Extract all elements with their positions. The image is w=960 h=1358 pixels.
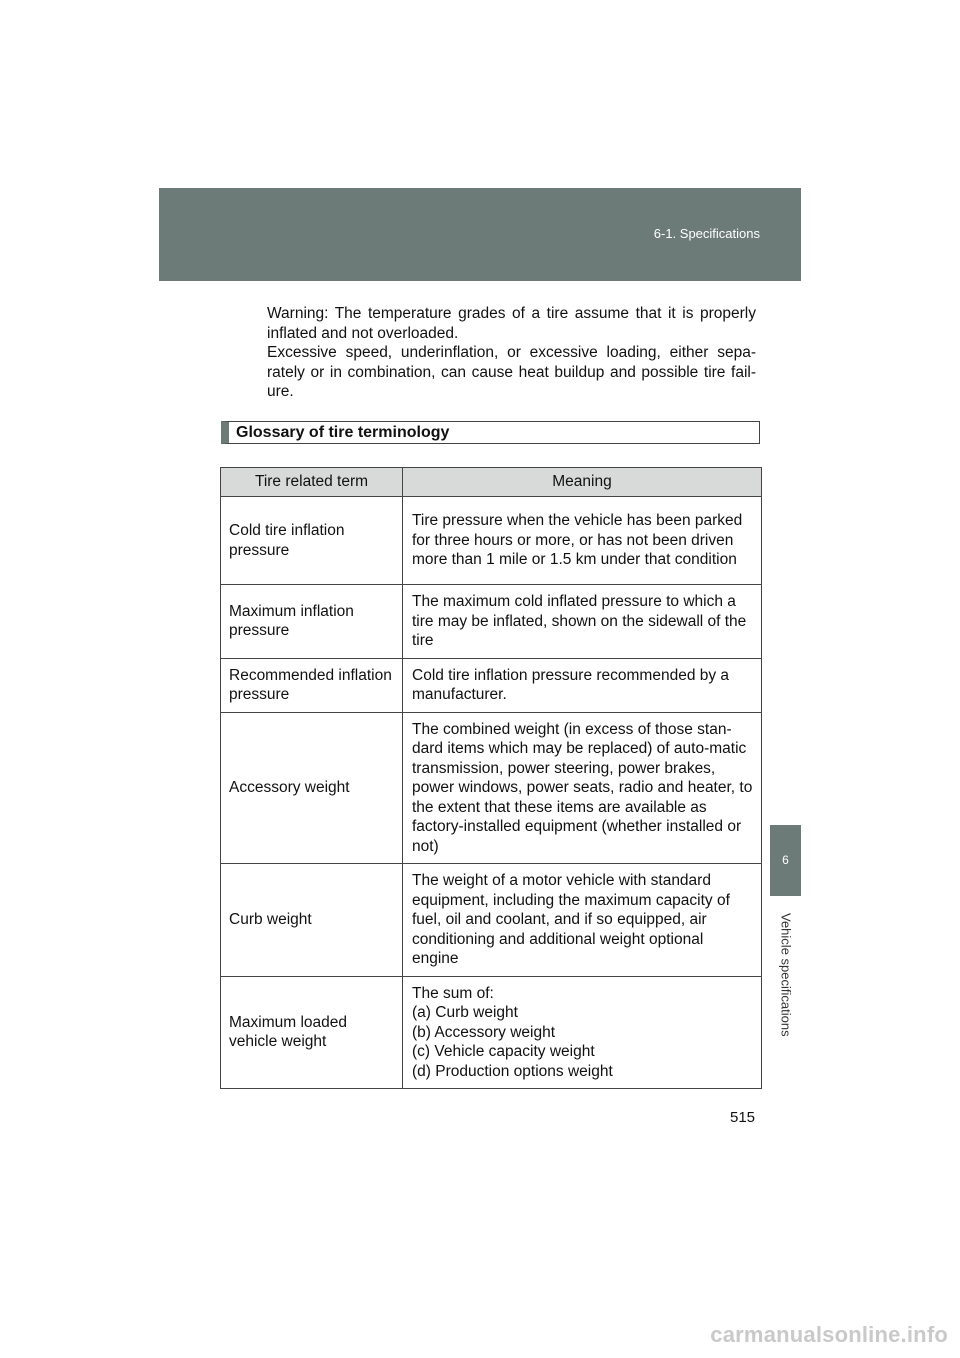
term-cell: Recommended inflation pressure <box>221 658 403 712</box>
table-row <box>221 864 762 977</box>
meaning-cell <box>403 976 762 1089</box>
meaning-cell: Cold tire inflation pressure recommended by a manufacturer. <box>403 658 762 712</box>
column-header-meaning: Meaning <box>403 468 762 497</box>
warning-paragraph-2: Excessive speed, underinflation, or excessive loading, either sepa-rately or in combination, can cause heat buildup and possible tire fail-ure. <box>267 344 756 400</box>
meaning-cell: The combined weight (in excess of those stan-dard items which may be replaced) of auto-matic transmission, power steering, power brakes, power windows, power seats, radio and heater, to the extent that these items are available as factory-installed equipment (whether installed or not) <box>403 712 762 864</box>
chapter-tab-label[interactable] <box>772 905 800 1045</box>
meaning-cell: The maximum cold inflated pressure to which a tire may be inflated, shown on the sidewall of the tire <box>403 585 762 659</box>
chapter-tab-label-text: Vehicle specifications <box>778 913 794 1037</box>
table-row <box>221 658 762 712</box>
warning-text <box>267 304 756 402</box>
watermark: carmanualsonline.info <box>710 1322 948 1347</box>
chapter-tab-number[interactable]: 6 <box>770 825 801 896</box>
glossary-heading: Glossary of tire terminology <box>221 421 760 444</box>
meaning-line: The sum of: <box>412 984 494 1002</box>
table-row <box>221 712 762 864</box>
meaning-line: (c) Vehicle capacity weight <box>412 1043 595 1060</box>
table-row <box>221 585 762 659</box>
term-cell: Curb weight <box>221 864 403 977</box>
meaning-cell: Tire pressure when the vehicle has been parked for three hours or more, or has not been driven more than 1 mile or 1.5 km under that condition <box>403 497 762 585</box>
table-header-row <box>221 468 762 497</box>
table-row <box>221 976 762 1089</box>
term-cell: Accessory weight <box>221 712 403 864</box>
term-cell: Maximum loaded vehicle weight <box>221 976 403 1089</box>
meaning-line: (d) Production options weight <box>412 1062 613 1080</box>
meaning-line: (a) Curb weight <box>412 1004 518 1021</box>
meaning-line: (b) Accessory weight <box>412 1023 555 1041</box>
term-cell: Cold tire inflation pressure <box>221 497 403 585</box>
glossary-table <box>220 467 762 1089</box>
meaning-cell: The weight of a motor vehicle with standard equipment, including the maximum capacity of fuel, oil and coolant, and if so equipped, air conditioning and additional weight optional engine <box>403 864 762 977</box>
section-title: 6-1. Specifications <box>653 226 760 241</box>
warning-paragraph-1: Warning: The temperature grades of a tire assume that it is properly inflated and not overloaded. <box>267 305 756 342</box>
column-header-term: Tire related term <box>221 468 403 497</box>
page-number: 515 <box>730 1109 756 1126</box>
term-cell: Maximum inflation pressure <box>221 585 403 659</box>
table-row <box>221 497 762 585</box>
